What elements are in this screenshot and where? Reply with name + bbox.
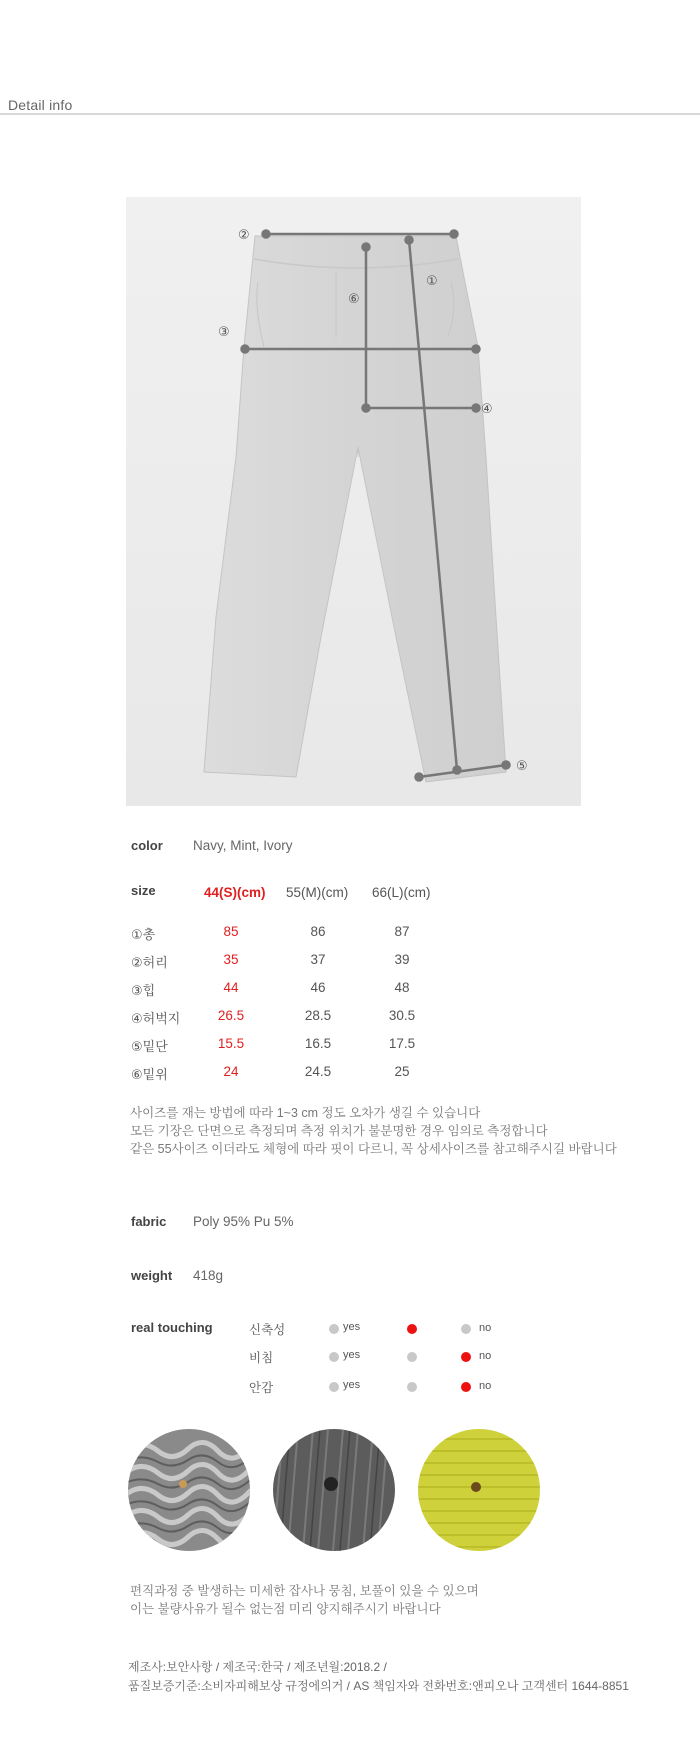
size-cell: 28.5 bbox=[304, 1008, 332, 1023]
fabric-label: fabric bbox=[131, 1214, 167, 1229]
color-label: color bbox=[131, 838, 163, 853]
marker-3: ③ bbox=[218, 325, 230, 340]
touch-dot-middle bbox=[407, 1352, 417, 1362]
fabric-value: Poly 95% Pu 5% bbox=[193, 1214, 294, 1229]
section-title: Detail info bbox=[8, 97, 73, 113]
size-notes bbox=[130, 1104, 617, 1158]
size-cell: 46 bbox=[310, 980, 326, 995]
touch-dot-no bbox=[461, 1324, 471, 1334]
fabric-notes bbox=[130, 1582, 479, 1618]
size-cell: 24 bbox=[223, 1064, 239, 1079]
size-cell: 35 bbox=[223, 952, 239, 967]
size-cell: 37 bbox=[310, 952, 326, 967]
product-measurement-image bbox=[126, 197, 581, 806]
touch-yes-label: yes bbox=[343, 1321, 361, 1333]
footer-line-2: 품질보증기준:소비자피해보상 규정에의거 / AS 책임자와 전화번호:앤피오나 고객센터 1644-8851 bbox=[128, 1679, 629, 1693]
size-header-s: 44(S)(cm) bbox=[204, 885, 266, 900]
marker-1: ① bbox=[426, 274, 438, 289]
footer-line-1: 제조사:보안사항 / 제조국:한국 / 제조년월:2018.2 / bbox=[128, 1660, 387, 1674]
touch-row-label: 안감 bbox=[249, 1381, 274, 1395]
size-note-line: 같은 55사이즈 이더라도 체형에 따라 핏이 다르니, 꼭 상세사이즈를 참고해주시길 바랍니다 bbox=[130, 1142, 617, 1156]
manufacturer-info bbox=[128, 1658, 629, 1696]
size-cell: 48 bbox=[394, 980, 410, 995]
color-value: Navy, Mint, Ivory bbox=[193, 838, 293, 853]
size-cell: 24.5 bbox=[304, 1064, 332, 1079]
size-cell: 30.5 bbox=[388, 1008, 416, 1023]
weight-value: 418g bbox=[193, 1268, 224, 1283]
size-cell: 87 bbox=[394, 924, 410, 939]
size-row-label: ③힙 bbox=[131, 983, 156, 998]
marker-4: ④ bbox=[481, 402, 493, 417]
touch-dot-yes bbox=[329, 1324, 339, 1334]
size-cell: 25 bbox=[394, 1064, 410, 1079]
fabric-note-line: 편직과정 중 발생하는 미세한 잡사나 뭉침, 보풀이 있을 수 있으며 bbox=[130, 1584, 479, 1598]
touch-dot-middle bbox=[407, 1382, 417, 1392]
marker-2: ② bbox=[238, 228, 250, 243]
touch-no-label: no bbox=[479, 1350, 492, 1362]
section-divider bbox=[0, 113, 700, 115]
marker-6: ⑥ bbox=[348, 292, 360, 307]
size-cell: 16.5 bbox=[304, 1036, 332, 1051]
size-row-label: ②허리 bbox=[131, 955, 168, 970]
size-cell: 86 bbox=[310, 924, 326, 939]
size-row-label: ①총 bbox=[131, 927, 156, 942]
marker-5: ⑤ bbox=[516, 759, 528, 774]
touch-dot-middle bbox=[407, 1324, 417, 1334]
weight-label: weight bbox=[131, 1268, 173, 1283]
size-cell: 44 bbox=[223, 980, 239, 995]
touch-yes-label: yes bbox=[343, 1379, 361, 1391]
size-header-m: 55(M)(cm) bbox=[286, 885, 349, 900]
touch-yes-label: yes bbox=[343, 1349, 361, 1361]
touch-dot-no bbox=[461, 1352, 471, 1362]
size-note-line: 모든 기장은 단면으로 측정되며 측정 위치가 불분명한 경우 임의로 측정합니다 bbox=[130, 1124, 548, 1138]
size-row-label: ⑥밑위 bbox=[131, 1067, 168, 1082]
touch-no-label: no bbox=[479, 1322, 492, 1334]
size-cell: 15.5 bbox=[217, 1036, 245, 1051]
size-row-label: ④허벅지 bbox=[131, 1011, 181, 1026]
touch-dot-no bbox=[461, 1382, 471, 1392]
size-note-line: 사이즈를 재는 방법에 따라 1~3 cm 정도 오차가 생길 수 있습니다 bbox=[130, 1106, 481, 1120]
touch-row-label: 비침 bbox=[249, 1351, 274, 1365]
touch-dot-yes bbox=[329, 1382, 339, 1392]
size-label: size bbox=[131, 883, 156, 898]
fabric-note-line: 이는 불량사유가 될수 없는점 미리 양지해주시기 바랍니다 bbox=[130, 1602, 441, 1616]
real-touching-label: real touching bbox=[131, 1320, 213, 1335]
size-cell: 39 bbox=[394, 952, 410, 967]
size-row-label: ⑤밑단 bbox=[131, 1039, 168, 1054]
fabric-sample-yellow-knit bbox=[418, 1429, 540, 1551]
touch-no-label: no bbox=[479, 1380, 492, 1392]
touch-dot-yes bbox=[329, 1352, 339, 1362]
size-cell: 17.5 bbox=[388, 1036, 416, 1051]
touch-row-label: 신축성 bbox=[249, 1323, 286, 1337]
fabric-sample-gray-knit bbox=[128, 1429, 250, 1551]
size-cell: 26.5 bbox=[217, 1008, 245, 1023]
size-header-l: 66(L)(cm) bbox=[372, 885, 431, 900]
fabric-sample-charcoal-wool bbox=[273, 1429, 395, 1551]
size-cell: 85 bbox=[223, 924, 239, 939]
